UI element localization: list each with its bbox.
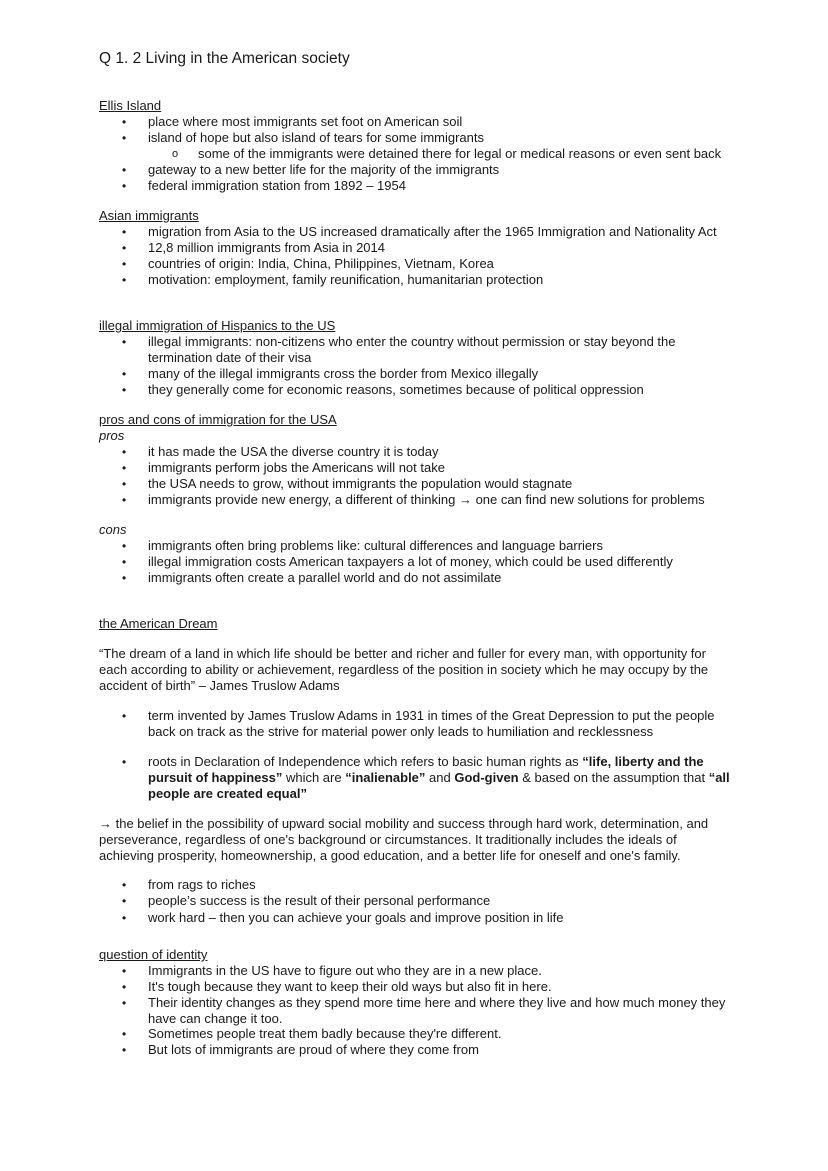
bullet: • [122, 163, 127, 177]
list-item: But lots of immigrants are proud of where they come from [148, 1042, 479, 1057]
list-item: illegal immigrants: non-citizens who enter the country without permission or stay beyond the termination date of their visa [148, 334, 676, 365]
bullet: • [122, 911, 127, 925]
bullet: • [122, 367, 127, 381]
bullet: • [122, 878, 127, 892]
bullet: • [122, 709, 127, 723]
bullet: • [122, 539, 127, 553]
list-item: Their identity changes as they spend more time here and where they live and how much money they have can change it too. [148, 995, 726, 1026]
belief-paragraph: → the belief in the possibility of upward social mobility and success through hard work, determination, and perseverance, regardless of one's background or circumstances. It traditionally includes the ideals of achieving prosperity, homeownership, a good education, and a better life for oneself and one's family. [99, 816, 709, 863]
list-item: it has made the USA the diverse country it is today [148, 444, 439, 459]
bullet: • [122, 755, 127, 769]
page-title: Q 1. 2 Living in the American society [99, 50, 350, 67]
section-heading-asian-immigrants: Asian immigrants [99, 208, 199, 223]
list-item: many of the illegal immigrants cross the border from Mexico illegally [148, 366, 539, 381]
bullet: • [122, 257, 127, 271]
pros-label: pros [99, 428, 125, 443]
list-item: they generally come for economic reasons, sometimes because of political oppression [148, 382, 644, 397]
bullet: • [122, 477, 127, 491]
list-item: motivation: employment, family reunification, humanitarian protection [148, 272, 544, 287]
list-item: immigrants provide new energy, a different of thinking → one can find new solutions for problems [148, 492, 705, 507]
list-item-roots [148, 754, 738, 802]
list-item: work hard – then you can achieve your goals and improve position in life [148, 910, 564, 925]
bullet: • [122, 115, 127, 129]
section-heading-american-dream: the American Dream [99, 616, 218, 631]
bullet: • [122, 131, 127, 145]
bullet: • [122, 179, 127, 193]
list-item: people’s success is the result of their personal performance [148, 893, 491, 908]
bullet: • [122, 980, 127, 994]
quote-paragraph: “The dream of a land in which life should be better and richer and fuller for every man, with opportunity for each according to ability or achievement, regardless of the position in society which he may occupy by the accident of birth” – James Truslow Adams [99, 646, 709, 693]
bullet: • [122, 461, 127, 475]
sub-list-item: some of the immigrants were detained there for legal or medical reasons or even sent back [198, 146, 722, 161]
bullet: • [122, 571, 127, 585]
text: and [425, 770, 455, 785]
list-item: the USA needs to grow, without immigrants the population would stagnate [148, 476, 573, 491]
bold-text: “all people are created equal” [148, 770, 730, 801]
text: & based on the assumption that [518, 770, 709, 785]
bold-text: “life, liberty and the pursuit of happiness” [148, 754, 704, 785]
bullet: • [122, 894, 127, 908]
text: which are [282, 770, 346, 785]
list-item: migration from Asia to the US increased dramatically after the 1965 Immigration and Nationality Act [148, 224, 717, 239]
sub-bullet: o [172, 148, 179, 160]
list-item: immigrants often create a parallel world and do not assimilate [148, 570, 502, 585]
bullet: • [122, 996, 127, 1010]
section-heading-illegal-immigration: illegal immigration of Hispanics to the US [99, 318, 336, 333]
section-heading-question-of-identity: question of identity [99, 947, 208, 962]
bullet: • [122, 335, 127, 349]
list-item: Sometimes people treat them badly because they're different. [148, 1026, 502, 1041]
list-item: term invented by James Truslow Adams in 1931 in times of the Great Depression to put the people back on track as the strive for material power only leads to humiliation and recklessness [148, 708, 715, 739]
list-item: Immigrants in the US have to figure out who they are in a new place. [148, 963, 542, 978]
list-item: 12,8 million immigrants from Asia in 2014 [148, 240, 385, 255]
list-item: countries of origin: India, China, Philippines, Vietnam, Korea [148, 256, 494, 271]
cons-label: cons [99, 522, 127, 537]
list-item: island of hope but also island of tears for some immigrants [148, 130, 485, 145]
bullet: • [122, 241, 127, 255]
list-item: immigrants perform jobs the Americans will not take [148, 460, 445, 475]
bullet: • [122, 383, 127, 397]
bullet: • [122, 445, 127, 459]
bullet: • [122, 225, 127, 239]
list-item: It's tough because they want to keep their old ways but also fit in here. [148, 979, 552, 994]
text: roots in Declaration of Independence which refers to basic human rights as [148, 754, 583, 769]
bullet: • [122, 1027, 127, 1041]
section-heading-pros-cons: pros and cons of immigration for the USA [99, 412, 337, 427]
list-item: place where most immigrants set foot on American soil [148, 114, 463, 129]
list-item: immigrants often bring problems like: cultural differences and language barriers [148, 538, 603, 553]
bullet: • [122, 1043, 127, 1057]
bold-text: “inalienable” [345, 770, 426, 785]
bullet: • [122, 493, 127, 507]
bullet: • [122, 273, 127, 287]
section-heading-ellis-island: Ellis Island [99, 98, 162, 113]
list-item: federal immigration station from 1892 – 1954 [148, 178, 406, 193]
bullet: • [122, 964, 127, 978]
bold-text: God-given [454, 770, 519, 785]
list-item: gateway to a new better life for the majority of the immigrants [148, 162, 500, 177]
list-item: from rags to riches [148, 877, 256, 892]
bullet: • [122, 555, 127, 569]
list-item: illegal immigration costs American taxpayers a lot of money, which could be used differently [148, 554, 673, 569]
